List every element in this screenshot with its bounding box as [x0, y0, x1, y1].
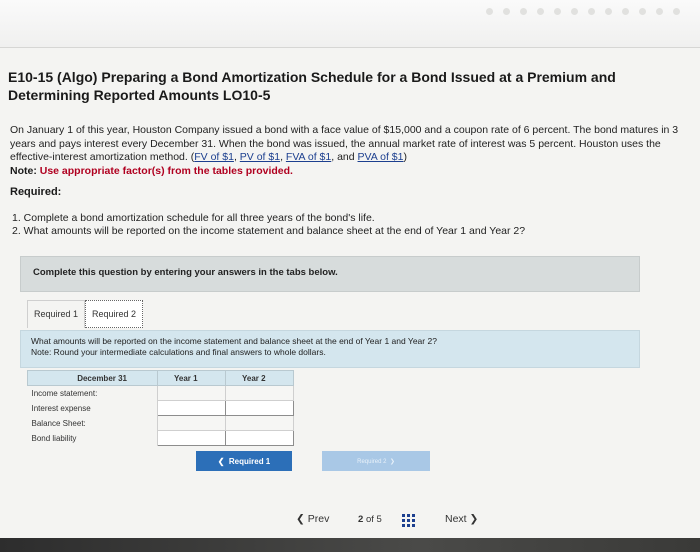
- browser-top-bar: [0, 0, 700, 48]
- blank-cell: [226, 386, 294, 401]
- table-row: [28, 386, 294, 401]
- bond-liability-year-1-input[interactable]: [158, 431, 226, 446]
- chevron-left-icon: ❮: [296, 513, 305, 525]
- question-text: What amounts will be reported on the income statement and balance sheet at the end of Year 1 and Year 2?: [31, 336, 437, 346]
- loading-dots: [486, 8, 680, 15]
- prev-required-label: Required 1: [228, 456, 271, 466]
- row-label: Balance Sheet:: [28, 416, 158, 431]
- row-label: Income statement:: [28, 386, 158, 401]
- problem-title: E10-15 (Algo) Preparing a Bond Amortization Schedule for a Bond Issued at a Premium and Determining Reported Amounts LO10-5: [8, 69, 616, 103]
- next-required-label: Required 2: [357, 458, 387, 465]
- amounts-table: [27, 370, 294, 446]
- fva-table-link[interactable]: FVA of $1: [285, 151, 332, 163]
- page-indicator: 2 of 5: [358, 514, 382, 525]
- pagination: [0, 508, 700, 532]
- intro-note: Note: Use appropriate factor(s) from the tables provided.: [10, 164, 293, 177]
- tab-required-2[interactable]: Required 2: [85, 300, 143, 328]
- chevron-right-icon: ❯: [389, 458, 395, 465]
- pva-table-link[interactable]: PVA of $1: [357, 151, 404, 163]
- col-header-year-1: Year 1: [158, 371, 226, 386]
- col-header-year-2: Year 2: [226, 371, 294, 386]
- pv-table-link[interactable]: PV of $1: [239, 151, 281, 163]
- fv-table-link[interactable]: FV of $1: [194, 151, 234, 163]
- row-label: Bond liability: [28, 431, 158, 446]
- blank-cell: [226, 416, 294, 431]
- bottom-bar: [0, 538, 700, 552]
- table-row: [28, 431, 294, 446]
- chevron-left-icon: ❮: [217, 456, 225, 466]
- table-row: [28, 401, 294, 416]
- required-item: 2. What amounts will be reported on the income statement and balance sheet at the end of Year 1 and Year 2?: [12, 225, 526, 237]
- tab-bar: [27, 300, 143, 328]
- required-list: [12, 212, 672, 238]
- col-header-date: December 31: [28, 371, 158, 386]
- blank-cell: [158, 386, 226, 401]
- interest-expense-year-1-input[interactable]: [158, 401, 226, 416]
- row-label: Interest expense: [28, 401, 158, 416]
- grid-icon[interactable]: [402, 514, 416, 527]
- bond-liability-year-2-input[interactable]: [226, 431, 294, 446]
- question-prompt: [20, 330, 640, 368]
- table-row: [28, 416, 294, 431]
- prev-page-button[interactable]: ❮ Prev: [296, 513, 330, 525]
- question-note: Note: Round your intermediate calculations and final answers to whole dollars.: [31, 347, 326, 357]
- tab-required-1[interactable]: Required 1: [27, 300, 85, 328]
- next-required-button[interactable]: [322, 451, 430, 471]
- chevron-right-icon: ❯: [469, 513, 479, 525]
- prev-required-button[interactable]: [196, 451, 292, 471]
- intro-text: On January 1 of this year, Houston Company issued a bond with a face value of $15,000 and a coupon rate of 6 percent. The bond matures in 3 years and pays interest every December 31. When the bond was issued, the annual market rate of interest was 5 percent. Houston uses the effective-interest amortization method. (: [10, 124, 679, 163]
- instruction-banner: Complete this question by entering your answers in the tabs below.: [20, 256, 640, 292]
- interest-expense-year-2-input[interactable]: [226, 401, 294, 416]
- blank-cell: [158, 416, 226, 431]
- problem-intro: On January 1 of this year, Houston Company issued a bond with a face value of $15,000 and a coupon rate of 6 percent. The bond matures in 3 years and pays interest every December 31. When the bond was issued, the annual market rate of interest was 5 percent. Houston uses the effective-interest amortization method. (FV of $1, PV of $1, FVA of $1, and PVA of $1) Note: Use appropriate factor(s) from the tables provided.: [10, 124, 690, 178]
- required-item: 1. Complete a bond amortization schedule for all three years of the bond's life.: [12, 212, 375, 224]
- next-page-button[interactable]: Next ❯: [445, 513, 479, 525]
- required-heading: Required:: [10, 186, 62, 198]
